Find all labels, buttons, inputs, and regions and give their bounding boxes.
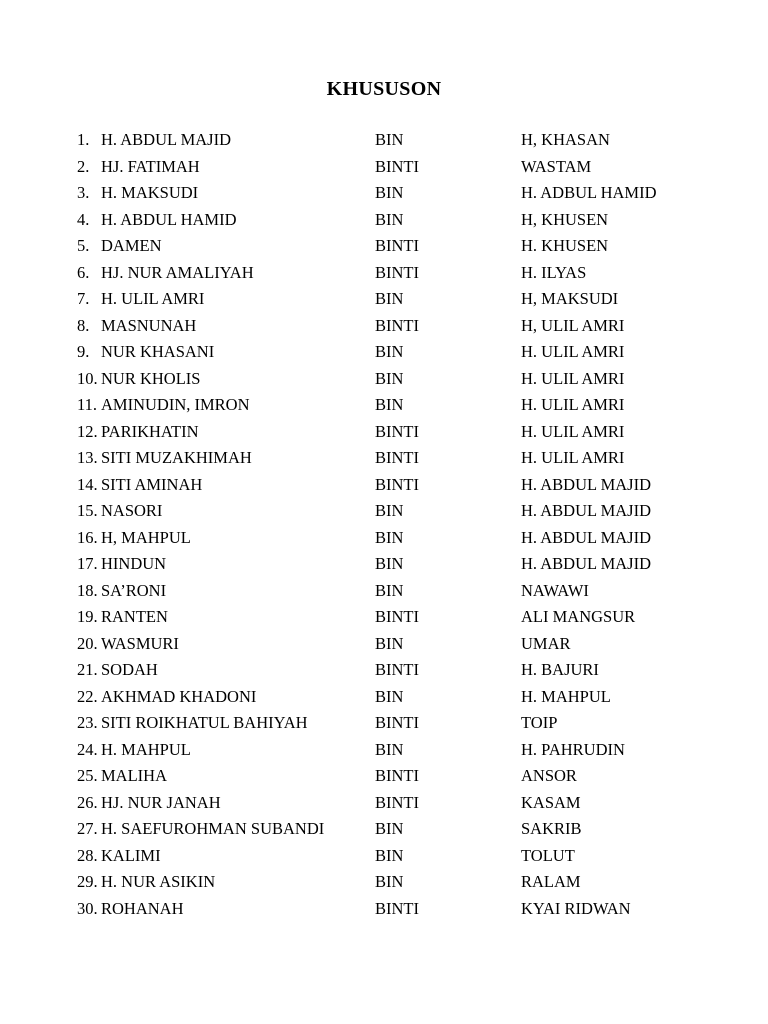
entry-parent-name: H. ABDUL MAJID [521, 527, 652, 547]
list-item [0, 289, 768, 316]
entry-number: 17. [77, 554, 98, 573]
entry-name: NUR KHASANI [101, 342, 215, 361]
list-item [0, 740, 768, 767]
list-item [0, 263, 768, 290]
entry-parent-name: H, KHUSEN [521, 209, 609, 229]
entry-relation: BINTI [375, 421, 419, 441]
list-item [0, 501, 768, 528]
list-item [0, 607, 768, 634]
entry-name: H. ULIL AMRI [101, 289, 205, 308]
document-title: KHUSUSON [326, 78, 442, 100]
entry-relation: BIN [375, 686, 404, 706]
entry-relation: BINTI [375, 607, 419, 626]
entry-name: MASNUNAH [101, 315, 197, 335]
entry-name: H. MAKSUDI [101, 183, 199, 202]
list-item [0, 475, 768, 502]
entry-number: 13. [77, 448, 98, 467]
entry-number: 11. [77, 395, 98, 414]
entry-parent-name: H. ULIL AMRI [521, 421, 625, 441]
entry-name: SITI ROIKHATUL BAHIYAH [101, 713, 308, 732]
entry-number: 30. [77, 898, 98, 918]
entry-parent-name: UMAR [521, 633, 571, 653]
list-item [0, 183, 768, 210]
entry-relation: BIN [375, 368, 404, 388]
entry-relation: BIN [375, 739, 404, 759]
entry-number: 9. [77, 342, 90, 361]
entry-name: SITI AMINAH [101, 474, 203, 494]
entry-relation: BIN [375, 209, 404, 229]
entry-parent-name: WASTAM [521, 156, 592, 176]
entry-name: AMINUDIN, IMRON [101, 395, 250, 414]
entry-number: 12. [77, 421, 98, 441]
entry-number: 8. [77, 315, 90, 335]
entry-name: H. ABDUL MAJID [101, 130, 232, 149]
entry-name: NUR KHOLIS [101, 368, 201, 388]
entry-number: 21. [77, 660, 98, 679]
entry-relation: BIN [375, 395, 404, 414]
entry-number: 7. [77, 289, 90, 308]
entry-relation: BINTI [375, 660, 419, 679]
entry-relation: BINTI [375, 792, 419, 812]
entry-relation: BIN [375, 183, 404, 202]
entry-name: H. MAHPUL [101, 739, 191, 759]
list-item [0, 581, 768, 608]
entry-parent-name: KYAI RIDWAN [521, 898, 631, 918]
list-item [0, 369, 768, 396]
entry-name: WASMURI [101, 633, 179, 653]
entry-number: 20. [77, 633, 98, 653]
entry-name: HJ. FATIMAH [101, 156, 200, 176]
entry-number: 18. [77, 580, 98, 600]
entry-name: H, MAHPUL [101, 527, 191, 547]
entry-number: 6. [77, 262, 90, 282]
list-item [0, 819, 768, 846]
entry-relation: BIN [375, 819, 404, 838]
entry-parent-name: H. ILYAS [521, 262, 587, 282]
entry-parent-name: H. ULIL AMRI [521, 395, 625, 414]
entry-number: 4. [77, 209, 90, 229]
entry-name: NASORI [101, 501, 163, 520]
entry-number: 1. [77, 130, 90, 149]
list-item [0, 687, 768, 714]
entry-relation: BIN [375, 289, 404, 308]
list-item [0, 872, 768, 899]
list-item [0, 210, 768, 237]
list-item [0, 395, 768, 422]
entry-parent-name: H. ABDUL MAJID [521, 554, 652, 573]
entry-name: H. SAEFUROHMAN SUBANDI [101, 819, 325, 838]
entry-relation: BIN [375, 527, 404, 547]
entry-name: PARIKHATIN [101, 421, 199, 441]
entry-relation: BIN [375, 872, 404, 891]
entry-parent-name: H. ABDUL MAJID [521, 474, 652, 494]
entry-name: HJ. NUR AMALIYAH [101, 262, 254, 282]
list-item [0, 766, 768, 793]
entry-number: 29. [77, 872, 98, 891]
entry-relation: BINTI [375, 713, 419, 732]
entry-parent-name: H. ULIL AMRI [521, 368, 625, 388]
entry-relation: BIN [375, 130, 404, 149]
entry-parent-name: TOIP [521, 713, 558, 732]
entry-relation: BINTI [375, 156, 419, 176]
entry-relation: BINTI [375, 474, 419, 494]
entry-parent-name: H. BAJURI [521, 660, 599, 679]
entry-relation: BIN [375, 554, 404, 573]
entry-relation: BINTI [375, 898, 419, 918]
entry-name: ROHANAH [101, 898, 184, 918]
entry-name: SITI MUZAKHIMAH [101, 448, 252, 467]
entry-parent-name: H. ADBUL HAMID [521, 183, 657, 202]
entry-parent-name: SAKRIB [521, 819, 582, 838]
entry-parent-name: H. ULIL AMRI [521, 448, 625, 467]
list-item [0, 342, 768, 369]
entry-number: 15. [77, 501, 98, 520]
list-item [0, 316, 768, 343]
entry-parent-name: H. KHUSEN [521, 236, 609, 255]
entry-number: 23. [77, 713, 98, 732]
entry-relation: BIN [375, 845, 404, 865]
entry-parent-name: ANSOR [521, 766, 577, 785]
entry-number: 22. [77, 686, 98, 706]
entry-relation: BIN [375, 342, 404, 361]
entry-relation: BIN [375, 633, 404, 653]
list-item [0, 634, 768, 661]
entry-number: 26. [77, 792, 98, 812]
list-item [0, 899, 768, 926]
entry-parent-name: H, MAKSUDI [521, 289, 619, 308]
list-item [0, 130, 768, 157]
entry-name: HINDUN [101, 554, 167, 573]
entry-relation: BINTI [375, 236, 419, 255]
entry-name: SA’RONI [101, 580, 167, 600]
entry-parent-name: H. ULIL AMRI [521, 342, 625, 361]
list-item [0, 236, 768, 263]
entry-number: 24. [77, 739, 98, 759]
entry-parent-name: KASAM [521, 792, 581, 812]
list-item [0, 793, 768, 820]
entry-number: 27. [77, 819, 98, 838]
entry-parent-name: H. ABDUL MAJID [521, 501, 652, 520]
entry-name: AKHMAD KHADONI [101, 686, 257, 706]
entry-number: 28. [77, 845, 98, 865]
list-item [0, 660, 768, 687]
entry-number: 16. [77, 527, 98, 547]
entry-name: H. ABDUL HAMID [101, 209, 237, 229]
entry-number: 19. [77, 607, 98, 626]
entry-name: HJ. NUR JANAH [101, 792, 221, 812]
entry-name: DAMEN [101, 236, 162, 255]
entry-parent-name: ALI MANGSUR [521, 607, 636, 626]
entry-relation: BINTI [375, 448, 419, 467]
entry-number: 25. [77, 766, 98, 785]
entry-name: RANTEN [101, 607, 168, 626]
list-item [0, 713, 768, 740]
list-item [0, 554, 768, 581]
entry-relation: BINTI [375, 315, 419, 335]
entry-parent-name: NAWAWI [521, 580, 589, 600]
list-item [0, 846, 768, 873]
entry-name: SODAH [101, 660, 158, 679]
name-list [0, 130, 768, 925]
entry-relation: BIN [375, 580, 404, 600]
entry-relation: BINTI [375, 262, 419, 282]
entry-number: 14. [77, 474, 98, 494]
entry-relation: BINTI [375, 766, 419, 785]
entry-parent-name: H, KHASAN [521, 130, 610, 149]
entry-name: MALIHA [101, 766, 167, 785]
entry-name: KALIMI [101, 845, 161, 865]
list-item [0, 157, 768, 184]
entry-parent-name: H. PAHRUDIN [521, 739, 625, 759]
entry-parent-name: H, ULIL AMRI [521, 315, 625, 335]
entry-parent-name: TOLUT [521, 845, 575, 865]
list-item [0, 448, 768, 475]
entry-number: 3. [77, 183, 90, 202]
entry-number: 5. [77, 236, 90, 255]
entry-number: 2. [77, 156, 90, 176]
entry-parent-name: RALAM [521, 872, 581, 891]
list-item [0, 528, 768, 555]
entry-number: 10. [77, 368, 98, 388]
entry-name: H. NUR ASIKIN [101, 872, 216, 891]
entry-relation: BIN [375, 501, 404, 520]
entry-parent-name: H. MAHPUL [521, 686, 611, 706]
list-item [0, 422, 768, 449]
